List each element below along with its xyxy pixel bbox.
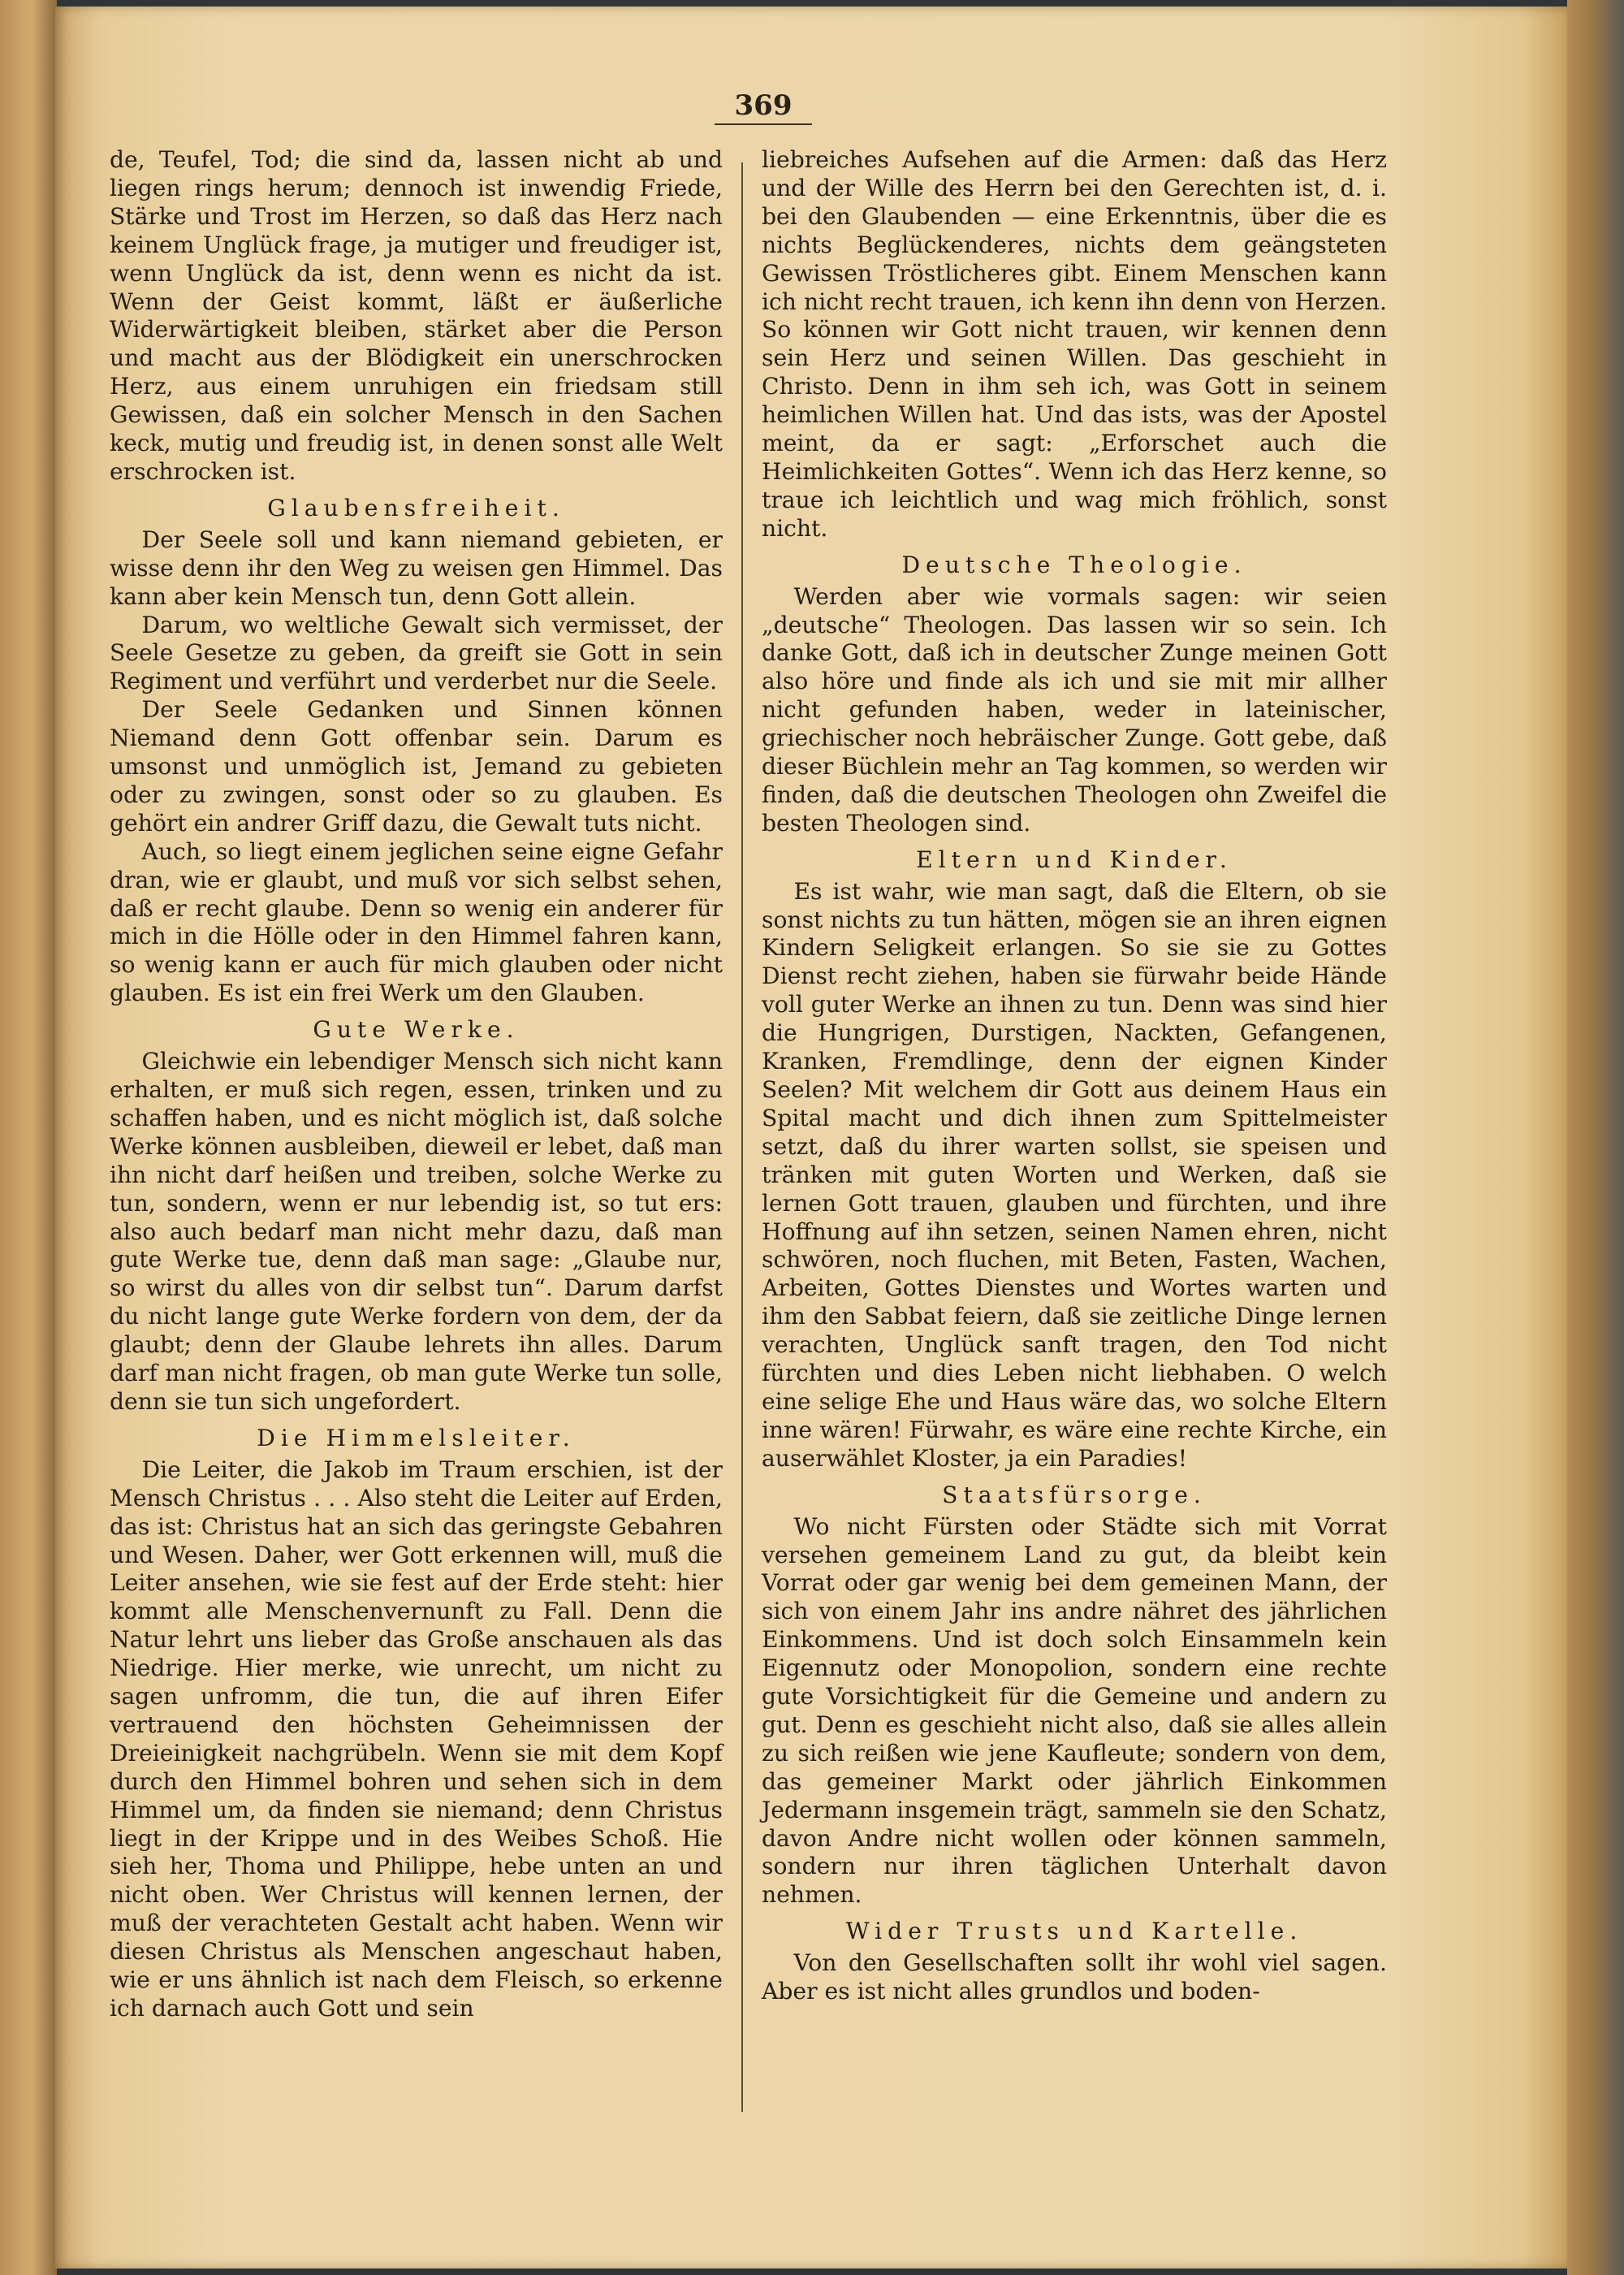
previous-page-edge: [0, 0, 57, 2275]
section-heading: Deutsche Theologie.: [901, 551, 1247, 578]
paragraph: Von den Gesellschaften sollt ihr wohl viel sagen. Aber es ist nicht alles grundlos und boden-: [762, 1949, 1387, 2005]
paragraph: Auch, so liegt einem jeglichen seine eigne Gefahr dran, wie er glaubt, und muß vor sich selbst sehen, daß er recht glaube. Denn so wenig ein anderer für mich in die Hölle oder in den Himmel fahren kann, so wenig kann er auch für mich glauben oder nicht glauben. Es ist ein frei Werk um den Glauben.: [110, 837, 723, 1007]
text-column-left: [110, 146, 723, 2023]
section-heading: Eltern und Kinder.: [916, 846, 1233, 873]
paragraph: Die Leiter, die Jakob im Traum erschien, ist der Mensch Christus . . . Also steht die Leiter auf Erden, das ist: Christus hat an sich das geringste Gebahren und Wesen. Daher, wer Gott erkennen will, muß die Leiter ansehen, wie sie fest auf der Erde steht: hier kommt alle Menschenvernunft zu Fall. Denn die Natur lehrt uns lieber das Große anschauen als das Niedrige. Hier merke, wie unrecht, um nicht zu sagen unfromm, die tun, die auf ihren Eifer vertrauend den höchsten Geheimnissen der Dreieinigkeit nachgrübeln. Wenn sie mit dem Kopf durch den Himmel bohren und sehen sich in dem Himmel um, da finden sie niemand; denn Christus liegt in der Krippe und in des Weibes Schoß. Hie sieh her, Thoma und Philippe, hebe unten an und nicht oben. Wer Christus will kennen lernen, der muß der verachteten Gestalt acht haben. Wenn wir diesen Christus als Menschen angeschaut haben, wie er uns ähnlich ist nach dem Fleisch, so erkenne ich darnach auch Gott und sein: [110, 1455, 723, 2022]
section-heading: Die Himmelsleiter.: [257, 1424, 576, 1451]
paragraph: Es ist wahr, wie man sagt, daß die Eltern, ob sie sonst nichts zu tun hätten, mögen sie an ihren eignen Kindern Seligkeit erlangen. So sie sie zu Gottes Dienst recht ziehen, haben sie fürwahr beide Hände voll guter Werke an ihnen zu tun. Denn was sind hier die Hungrigen, Durstigen, Nackten, Gefangenen, Kranken, Fremdlinge, denn der eignen Kinder Seelen? Mit welchem dir Gott aus deinem Haus ein Spital macht und dich ihnen zum Spittelmeister setzt, daß du ihrer warten sollst, sie speisen und tränken mit guten Worten und Werken, daß sie lernen Gott trauen, glauben und fürchten, und ihre Hoffnung auf ihn setzen, seinen Namen ehren, nicht schwören, noch fluchen, mit Beten, Fasten, Wachen, Arbeiten, Gottes Dienstes und Wortes warten und ihm den Sabbat feiern, daß sie zeitliche Dinge lernen verachten, Unglück sanft tragen, den Tod nicht fürchten und dies Leben nicht liebhaben. O welch eine selige Ehe und Haus wäre das, wo solche Eltern inne wären! Fürwahr, es wäre eine rechte Kirche, ein auserwählet Kloster, ja ein Paradies!: [762, 877, 1387, 1472]
paragraph: Wo nicht Fürsten oder Städte sich mit Vorrat versehen gemeinem Land zu gut, da bleibt kein Vorrat oder gar wenig bei dem gemeinen Mann, der sich von einem Jahr ins andre nähret des jährlichen Einkommens. Und ist doch solch Einsammeln kein Eigennutz oder Monopolion, sondern eine rechte gute Vorsichtigkeit für die Gemeine und andern zu gut. Denn es geschieht nicht also, daß sie alles allein zu sich reißen wie jene Kaufleute; sondern von dem, das gemeiner Markt oder jährlich Einkommen Jedermann insgemein trägt, sammeln sie den Schatz, davon Andre nicht wollen oder können sammeln, sondern nur ihren täglichen Unterhalt davon nehmen.: [762, 1512, 1387, 1909]
section-heading: Staatsfürsorge.: [942, 1481, 1207, 1508]
paragraph: liebreiches Aufsehen auf die Armen: daß das Herz und der Wille des Herrn bei den Gerechten ist, d. i. bei den Glaubenden — eine Erkenntnis, über die es nichts Beglückenderes, nichts dem geängsteten Gewissen Tröstlicheres gibt. Einem Menschen kann ich nicht recht trauen, ich kenn ihn denn von Herzen. So können wir Gott nicht trauen, wir kennen denn sein Herz und seinen Willen. Das geschieht in Christo. Denn in ihm seh ich, was Gott in seinem heimlichen Willen hat. Und das ists, was der Apostel meint, da er sagt: „Erforschet auch die Heimlichkeiten Gottes“. Wenn ich das Herz kenne, so traue ich leichtlich und wag mich fröhlich, sonst nicht.: [762, 146, 1387, 542]
column-divider: [741, 162, 743, 2112]
paragraph: Werden aber wie vormals sagen: wir seien „deutsche“ Theologen. Das lassen wir so sein. Ich danke Gott, daß ich in deutscher Zunge meinen Gott also höre und finde als ich und sie mit mir allher nicht gefunden haben, weder in lateinischer, griechischer noch hebräischer Zunge. Gott gebe, daß dieser Büchlein mehr an Tag kommen, so werden wir finden, daß die deutschen Theologen ohn Zweifel die besten Theologen sind.: [762, 582, 1387, 837]
paragraph: de, Teufel, Tod; die sind da, lassen nicht ab und liegen rings herum; dennoch ist inwendig Friede, Stärke und Trost im Herzen, so daß das Herz nach keinem Unglück frage, ja mutiger und freudiger ist, wenn Unglück da ist, denn wenn es nicht da ist. Wenn der Geist kommt, läßt er äußerliche Widerwärtigkeit bleiben, stärket aber die Person und macht aus der Blödigkeit ein unerschrocken Herz, aus einem unruhigen ein friedsam still Gewissen, daß ein solcher Mensch in den Sachen keck, mutig und freudig ist, in denen sonst alle Welt erschrocken ist.: [110, 146, 723, 485]
paragraph: Der Seele soll und kann niemand gebieten, er wisse denn ihr den Weg zu weisen gen Himmel. Das kann aber kein Mensch tun, denn Gott allein.: [110, 525, 723, 610]
page-number: 369: [715, 89, 812, 125]
section-heading: Gute Werke.: [313, 1016, 520, 1044]
text-column-right: [762, 146, 1387, 2006]
section-heading: Wider Trusts und Kartelle.: [845, 1918, 1303, 1945]
section-heading: Glaubensfreiheit.: [267, 494, 565, 521]
book-page-edge: [1567, 0, 1624, 2275]
paragraph: Der Seele Gedanken und Sinnen können Niemand denn Gott offenbar sein. Darum es umsonst und unmöglich ist, Jemand zu gebieten oder zu zwingen, sonst oder so zu glauben. Es gehört ein andrer Griff dazu, die Gewalt tuts nicht.: [110, 696, 723, 837]
paragraph: Darum, wo weltliche Gewalt sich vermisset, der Seele Gesetze zu geben, da greift sie Gott in sein Regiment und verführt und verderbet nur die Seele.: [110, 611, 723, 695]
paragraph: Gleichwie ein lebendiger Mensch sich nicht kann erhalten, er muß sich regen, essen, trinken und zu schaffen haben, und es nicht möglich ist, daß solche Werke können ausbleiben, dieweil er lebet, daß man ihn nicht darf heißen und treiben, solche Werke zu tun, sondern, wenn er nur lebendig ist, so tut ers: also auch bedarf man nicht mehr dazu, daß man gute Werke tue, denn daß man sage: „Glaube nur, so wirst du alles von dir selbst tun“. Darum darfst du nicht lange gute Werke fordern von dem, der da glaubt; denn der Glaube lehrets ihn alles. Darum darf man nicht fragen, ob man gute Werke tun solle, denn sie tun sich ungefordert.: [110, 1048, 723, 1415]
